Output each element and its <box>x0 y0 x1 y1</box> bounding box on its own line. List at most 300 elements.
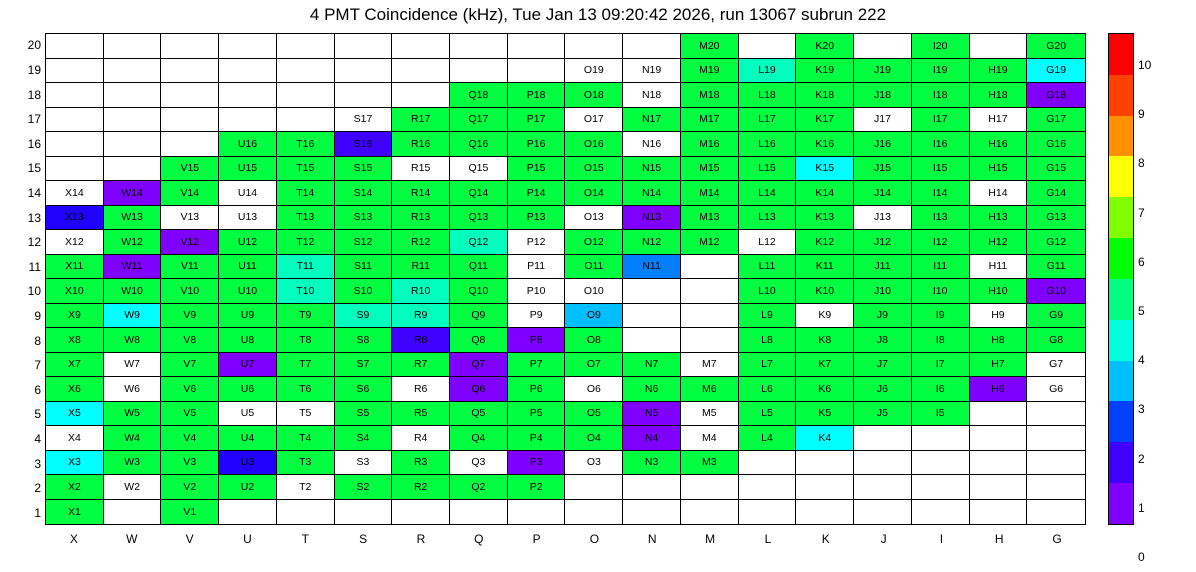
heatmap-cell-empty <box>1027 500 1085 525</box>
x-tick-M: M <box>705 532 716 546</box>
heatmap-cell-S2: S2 <box>335 475 393 500</box>
heatmap-cell-T5: T5 <box>277 402 335 427</box>
heatmap-cell-W8: W8 <box>104 328 162 353</box>
heatmap-cell-Q16: Q16 <box>450 132 508 157</box>
heatmap-cell-R17: R17 <box>392 108 450 133</box>
heatmap-cell-empty <box>450 59 508 84</box>
heatmap-cell-S15: S15 <box>335 157 393 182</box>
heatmap-cell-empty <box>219 34 277 59</box>
heatmap-cell-P3: P3 <box>508 451 566 476</box>
color-scale-tick-10: 10 <box>1138 58 1152 72</box>
x-tick-O: O <box>589 532 600 546</box>
heatmap-cell-empty <box>854 475 912 500</box>
y-tick-11: 11 <box>28 259 41 274</box>
heatmap-cell-G6: G6 <box>1027 377 1085 402</box>
heatmap-cell-I9: I9 <box>912 304 970 329</box>
heatmap-cell-R14: R14 <box>392 181 450 206</box>
heatmap-cell-M18: M18 <box>681 83 739 108</box>
heatmap-cell-O8: O8 <box>565 328 623 353</box>
x-tick-P: P <box>532 532 541 546</box>
heatmap-cell-S13: S13 <box>335 206 393 231</box>
heatmap-cell-I15: I15 <box>912 157 970 182</box>
heatmap-cell-empty <box>681 328 739 353</box>
heatmap-cell-U2: U2 <box>219 475 277 500</box>
heatmap-cell-U10: U10 <box>219 279 277 304</box>
heatmap-cell-empty <box>392 500 450 525</box>
color-scale-segment <box>1109 401 1133 442</box>
heatmap-cell-O13: O13 <box>565 206 623 231</box>
heatmap-cell-K12: K12 <box>796 230 854 255</box>
heatmap-cell-U7: U7 <box>219 353 277 378</box>
heatmap-cell-empty <box>565 500 623 525</box>
heatmap-cell-X5: X5 <box>46 402 104 427</box>
y-tick-19: 19 <box>27 62 41 77</box>
heatmap-cell-M19: M19 <box>681 59 739 84</box>
heatmap-cell-T3: T3 <box>277 451 335 476</box>
heatmap-cell-G9: G9 <box>1027 304 1085 329</box>
heatmap-cell-G18: G18 <box>1027 83 1085 108</box>
heatmap-cell-empty <box>392 34 450 59</box>
y-tick-4: 4 <box>34 431 41 446</box>
heatmap-cell-empty <box>104 34 162 59</box>
heatmap-cell-empty <box>565 475 623 500</box>
heatmap-cell-N13: N13 <box>623 206 681 231</box>
heatmap-cell-empty <box>1027 475 1085 500</box>
heatmap-cell-empty <box>277 108 335 133</box>
color-scale-bar <box>1108 33 1134 525</box>
heatmap-cell-X10: X10 <box>46 279 104 304</box>
heatmap-cell-empty <box>219 500 277 525</box>
y-tick-14: 14 <box>27 185 41 200</box>
heatmap-cell-U9: U9 <box>219 304 277 329</box>
heatmap-cell-K6: K6 <box>796 377 854 402</box>
heatmap-cell-M12: M12 <box>681 230 739 255</box>
heatmap-cell-J19: J19 <box>854 59 912 84</box>
heatmap-cell-P10: P10 <box>508 279 566 304</box>
color-scale-tick-2: 2 <box>1138 451 1145 466</box>
heatmap-cell-empty <box>46 157 104 182</box>
heatmap-cell-X14: X14 <box>46 181 104 206</box>
heatmap-cell-empty <box>970 451 1028 476</box>
heatmap-cell-J15: J15 <box>854 157 912 182</box>
heatmap-cell-W3: W3 <box>104 451 162 476</box>
heatmap-cell-R7: R7 <box>392 353 450 378</box>
heatmap-cell-U11: U11 <box>219 255 277 280</box>
heatmap-cell-I13: I13 <box>912 206 970 231</box>
heatmap-cell-K7: K7 <box>796 353 854 378</box>
heatmap-cell-empty <box>854 34 912 59</box>
heatmap-cell-T14: T14 <box>277 181 335 206</box>
heatmap-cell-L19: L19 <box>739 59 797 84</box>
heatmap-cell-S14: S14 <box>335 181 393 206</box>
y-tick-6: 6 <box>34 382 41 397</box>
heatmap-cell-V7: V7 <box>161 353 219 378</box>
color-scale-tick-6: 6 <box>1138 254 1145 269</box>
heatmap-cell-P17: P17 <box>508 108 566 133</box>
heatmap-cell-U14: U14 <box>219 181 277 206</box>
color-scale-segment <box>1109 442 1133 483</box>
heatmap-cell-empty <box>104 108 162 133</box>
color-scale-tick-9: 9 <box>1138 107 1145 122</box>
heatmap-cell-K8: K8 <box>796 328 854 353</box>
heatmap-cell-Q7: Q7 <box>450 353 508 378</box>
heatmap-cell-empty <box>623 328 681 353</box>
heatmap-cell-empty <box>739 34 797 59</box>
heatmap-cell-R10: R10 <box>392 279 450 304</box>
heatmap-cell-O4: O4 <box>565 426 623 451</box>
heatmap-cell-H15: H15 <box>970 157 1028 182</box>
heatmap-cell-V2: V2 <box>161 475 219 500</box>
heatmap-cell-K14: K14 <box>796 181 854 206</box>
heatmap-cell-N11: N11 <box>623 255 681 280</box>
heatmap-cell-J13: J13 <box>854 206 912 231</box>
heatmap-cell-X8: X8 <box>46 328 104 353</box>
heatmap-cell-empty <box>392 83 450 108</box>
heatmap-cell-Q17: Q17 <box>450 108 508 133</box>
y-tick-1: 1 <box>34 505 41 520</box>
heatmap-cell-G17: G17 <box>1027 108 1085 133</box>
y-tick-10: 10 <box>27 284 41 299</box>
heatmap-cell-empty <box>161 59 219 84</box>
heatmap-cell-empty <box>970 500 1028 525</box>
heatmap-cell-empty <box>739 500 797 525</box>
heatmap-cell-I12: I12 <box>912 230 970 255</box>
heatmap-cell-empty <box>219 59 277 84</box>
heatmap-cell-X4: X4 <box>46 426 104 451</box>
heatmap-cell-S4: S4 <box>335 426 393 451</box>
heatmap-cell-N12: N12 <box>623 230 681 255</box>
heatmap-cell-T13: T13 <box>277 206 335 231</box>
heatmap-cell-W14: W14 <box>104 181 162 206</box>
heatmap-cell-P18: P18 <box>508 83 566 108</box>
heatmap-cell-S16: S16 <box>335 132 393 157</box>
heatmap-cell-empty <box>219 108 277 133</box>
heatmap-cell-W12: W12 <box>104 230 162 255</box>
y-tick-13: 13 <box>27 210 41 225</box>
heatmap-cell-R12: R12 <box>392 230 450 255</box>
heatmap-cell-M16: M16 <box>681 132 739 157</box>
color-scale-tick-1: 1 <box>1138 500 1145 515</box>
heatmap-cell-empty <box>854 451 912 476</box>
heatmap-cell-X6: X6 <box>46 377 104 402</box>
color-scale-tick-labels <box>1138 33 1178 564</box>
heatmap-cell-N14: N14 <box>623 181 681 206</box>
heatmap-cell-M5: M5 <box>681 402 739 427</box>
heatmap-cell-empty <box>508 59 566 84</box>
color-scale-tick-8: 8 <box>1138 156 1145 171</box>
heatmap-cell-empty <box>623 475 681 500</box>
x-tick-G: G <box>1052 532 1062 546</box>
heatmap-cell-Q6: Q6 <box>450 377 508 402</box>
heatmap-cell-empty <box>623 34 681 59</box>
heatmap-cell-Q8: Q8 <box>450 328 508 353</box>
heatmap-cell-V1: V1 <box>161 500 219 525</box>
heatmap-cell-O7: O7 <box>565 353 623 378</box>
heatmap-cell-Q15: Q15 <box>450 157 508 182</box>
heatmap-cell-X1: X1 <box>46 500 104 525</box>
heatmap-cell-X11: X11 <box>46 255 104 280</box>
heatmap-cell-T4: T4 <box>277 426 335 451</box>
heatmap-cell-K4: K4 <box>796 426 854 451</box>
color-scale-segment <box>1109 116 1133 157</box>
heatmap-cell-Q14: Q14 <box>450 181 508 206</box>
heatmap-cell-V4: V4 <box>161 426 219 451</box>
heatmap-cell-empty <box>912 451 970 476</box>
heatmap-cell-empty <box>392 59 450 84</box>
heatmap-cell-W2: W2 <box>104 475 162 500</box>
x-tick-H: H <box>994 532 1004 546</box>
x-tick-N: N <box>647 532 657 546</box>
x-tick-L: L <box>764 532 772 546</box>
heatmap-cell-T16: T16 <box>277 132 335 157</box>
heatmap-cell-J9: J9 <box>854 304 912 329</box>
heatmap-cell-I8: I8 <box>912 328 970 353</box>
heatmap-cell-Q3: Q3 <box>450 451 508 476</box>
heatmap-cell-G19: G19 <box>1027 59 1085 84</box>
heatmap-cell-O16: O16 <box>565 132 623 157</box>
heatmap-cell-J5: J5 <box>854 402 912 427</box>
heatmap-cell-empty <box>970 34 1028 59</box>
heatmap-cell-X13: X13 <box>46 206 104 231</box>
heatmap-cell-W9: W9 <box>104 304 162 329</box>
x-tick-X: X <box>69 532 78 546</box>
heatmap-cell-V11: V11 <box>161 255 219 280</box>
heatmap-cell-empty <box>796 451 854 476</box>
heatmap-cell-G10: G10 <box>1027 279 1085 304</box>
heatmap-cell-P6: P6 <box>508 377 566 402</box>
heatmap-cell-V9: V9 <box>161 304 219 329</box>
heatmap-cell-K20: K20 <box>796 34 854 59</box>
heatmap-cell-K18: K18 <box>796 83 854 108</box>
heatmap-cell-H6: H6 <box>970 377 1028 402</box>
heatmap-cell-K13: K13 <box>796 206 854 231</box>
heatmap-cell-W10: W10 <box>104 279 162 304</box>
heatmap-cell-V5: V5 <box>161 402 219 427</box>
heatmap-cell-empty <box>681 304 739 329</box>
heatmap-cell-H11: H11 <box>970 255 1028 280</box>
heatmap-cell-U8: U8 <box>219 328 277 353</box>
heatmap-cell-empty <box>104 500 162 525</box>
heatmap-cell-Q2: Q2 <box>450 475 508 500</box>
y-tick-15: 15 <box>27 161 41 176</box>
heatmap-cell-H10: H10 <box>970 279 1028 304</box>
color-scale-segment <box>1109 483 1133 524</box>
heatmap-cell-P14: P14 <box>508 181 566 206</box>
color-scale-segment <box>1109 197 1133 238</box>
heatmap-cell-empty <box>335 59 393 84</box>
heatmap-cell-R3: R3 <box>392 451 450 476</box>
heatmap-cell-empty <box>796 500 854 525</box>
heatmap-cell-Q11: Q11 <box>450 255 508 280</box>
heatmap-cell-J16: J16 <box>854 132 912 157</box>
heatmap-cell-H12: H12 <box>970 230 1028 255</box>
heatmap-plot-area <box>45 33 1086 525</box>
heatmap-cell-empty <box>681 500 739 525</box>
color-scale-segment <box>1109 361 1133 402</box>
heatmap-cell-S17: S17 <box>335 108 393 133</box>
heatmap-cell-H14: H14 <box>970 181 1028 206</box>
color-scale-segment <box>1109 75 1133 116</box>
y-tick-3: 3 <box>34 456 41 471</box>
heatmap-cell-empty <box>104 59 162 84</box>
heatmap-cell-I7: I7 <box>912 353 970 378</box>
heatmap-cell-U16: U16 <box>219 132 277 157</box>
heatmap-cell-V6: V6 <box>161 377 219 402</box>
color-scale-segment <box>1109 279 1133 320</box>
heatmap-cell-N3: N3 <box>623 451 681 476</box>
heatmap-cell-T10: T10 <box>277 279 335 304</box>
heatmap-cell-H8: H8 <box>970 328 1028 353</box>
heatmap-cell-Q9: Q9 <box>450 304 508 329</box>
heatmap-cell-G20: G20 <box>1027 34 1085 59</box>
heatmap-cell-O9: O9 <box>565 304 623 329</box>
heatmap-cell-empty <box>161 108 219 133</box>
heatmap-cell-U6: U6 <box>219 377 277 402</box>
heatmap-cell-I18: I18 <box>912 83 970 108</box>
heatmap-cell-L8: L8 <box>739 328 797 353</box>
heatmap-cell-G15: G15 <box>1027 157 1085 182</box>
heatmap-cell-L11: L11 <box>739 255 797 280</box>
heatmap-cell-L10: L10 <box>739 279 797 304</box>
heatmap-cell-empty <box>970 402 1028 427</box>
heatmap-cell-U4: U4 <box>219 426 277 451</box>
heatmap-cell-L12: L12 <box>739 230 797 255</box>
heatmap-cell-R15: R15 <box>392 157 450 182</box>
heatmap-cell-X3: X3 <box>46 451 104 476</box>
heatmap-cell-R16: R16 <box>392 132 450 157</box>
heatmap-cell-J6: J6 <box>854 377 912 402</box>
x-tick-V: V <box>185 532 194 546</box>
heatmap-cell-N7: N7 <box>623 353 681 378</box>
color-scale-tick-7: 7 <box>1138 205 1145 220</box>
heatmap-cell-Q18: Q18 <box>450 83 508 108</box>
heatmap-cell-empty <box>46 59 104 84</box>
heatmap-cell-R2: R2 <box>392 475 450 500</box>
x-tick-U: U <box>243 532 252 546</box>
heatmap-cell-empty <box>681 279 739 304</box>
heatmap-cell-S10: S10 <box>335 279 393 304</box>
heatmap-cell-empty <box>623 500 681 525</box>
heatmap-cell-M20: M20 <box>681 34 739 59</box>
heatmap-cell-G14: G14 <box>1027 181 1085 206</box>
heatmap-cell-empty <box>854 426 912 451</box>
heatmap-cell-I17: I17 <box>912 108 970 133</box>
heatmap-cell-U15: U15 <box>219 157 277 182</box>
heatmap-cell-R4: R4 <box>392 426 450 451</box>
color-scale-tick-5: 5 <box>1138 304 1145 318</box>
heatmap-cell-empty <box>46 34 104 59</box>
heatmap-cell-K16: K16 <box>796 132 854 157</box>
heatmap-cell-V15: V15 <box>161 157 219 182</box>
heatmap-cell-S3: S3 <box>335 451 393 476</box>
heatmap-cell-J10: J10 <box>854 279 912 304</box>
heatmap-cell-N6: N6 <box>623 377 681 402</box>
heatmap-cell-P13: P13 <box>508 206 566 231</box>
heatmap-cell-empty <box>739 451 797 476</box>
heatmap-cell-H17: H17 <box>970 108 1028 133</box>
heatmap-cell-empty <box>104 83 162 108</box>
heatmap-cell-empty <box>912 500 970 525</box>
heatmap-cell-T2: T2 <box>277 475 335 500</box>
heatmap-cell-Q5: Q5 <box>450 402 508 427</box>
heatmap-cell-L5: L5 <box>739 402 797 427</box>
color-scale-segment <box>1109 34 1133 75</box>
heatmap-cell-X7: X7 <box>46 353 104 378</box>
heatmap-cell-N19: N19 <box>623 59 681 84</box>
y-tick-16: 16 <box>27 136 41 151</box>
heatmap-cell-empty <box>681 475 739 500</box>
heatmap-cell-I6: I6 <box>912 377 970 402</box>
heatmap-cell-M14: M14 <box>681 181 739 206</box>
heatmap-cell-empty <box>1027 451 1085 476</box>
x-tick-S: S <box>359 532 368 546</box>
heatmap-cell-G16: G16 <box>1027 132 1085 157</box>
heatmap-cell-J8: J8 <box>854 328 912 353</box>
heatmap-cell-empty <box>277 500 335 525</box>
heatmap-cell-empty <box>450 500 508 525</box>
heatmap-cell-G7: G7 <box>1027 353 1085 378</box>
heatmap-cell-empty <box>335 83 393 108</box>
heatmap-cell-empty <box>1027 426 1085 451</box>
heatmap-cell-O3: O3 <box>565 451 623 476</box>
heatmap-cell-N5: N5 <box>623 402 681 427</box>
heatmap-cell-U3: U3 <box>219 451 277 476</box>
heatmap-cell-empty <box>46 83 104 108</box>
heatmap-cell-K17: K17 <box>796 108 854 133</box>
heatmap-cell-R5: R5 <box>392 402 450 427</box>
x-tick-W: W <box>126 532 138 546</box>
heatmap-cell-empty <box>104 157 162 182</box>
heatmap-cell-empty <box>681 255 739 280</box>
heatmap-cell-O5: O5 <box>565 402 623 427</box>
heatmap-cell-P5: P5 <box>508 402 566 427</box>
heatmap-cell-empty <box>277 59 335 84</box>
y-tick-2: 2 <box>34 481 41 496</box>
heatmap-cell-N16: N16 <box>623 132 681 157</box>
heatmap-cell-K9: K9 <box>796 304 854 329</box>
heatmap-cell-V8: V8 <box>161 328 219 353</box>
heatmap-cell-H19: H19 <box>970 59 1028 84</box>
heatmap-cell-H13: H13 <box>970 206 1028 231</box>
heatmap-cell-empty <box>161 132 219 157</box>
heatmap-cell-J11: J11 <box>854 255 912 280</box>
heatmap-cell-W11: W11 <box>104 255 162 280</box>
heatmap-cell-K19: K19 <box>796 59 854 84</box>
y-tick-18: 18 <box>27 87 41 102</box>
heatmap-cell-empty <box>970 426 1028 451</box>
heatmap-cell-J12: J12 <box>854 230 912 255</box>
heatmap-cell-P2: P2 <box>508 475 566 500</box>
heatmap-cell-I19: I19 <box>912 59 970 84</box>
heatmap-cell-P7: P7 <box>508 353 566 378</box>
heatmap-cell-S9: S9 <box>335 304 393 329</box>
heatmap-cell-L4: L4 <box>739 426 797 451</box>
heatmap-cell-T6: T6 <box>277 377 335 402</box>
heatmap-cell-S6: S6 <box>335 377 393 402</box>
heatmap-cell-W6: W6 <box>104 377 162 402</box>
heatmap-cell-X2: X2 <box>46 475 104 500</box>
heatmap-cell-J17: J17 <box>854 108 912 133</box>
heatmap-cell-V3: V3 <box>161 451 219 476</box>
color-scale-segment <box>1109 320 1133 361</box>
heatmap-cell-L16: L16 <box>739 132 797 157</box>
heatmap-cell-J7: J7 <box>854 353 912 378</box>
heatmap-cell-empty <box>277 83 335 108</box>
heatmap-cell-L18: L18 <box>739 83 797 108</box>
heatmap-cell-M3: M3 <box>681 451 739 476</box>
heatmap-cell-P15: P15 <box>508 157 566 182</box>
heatmap-cell-L17: L17 <box>739 108 797 133</box>
